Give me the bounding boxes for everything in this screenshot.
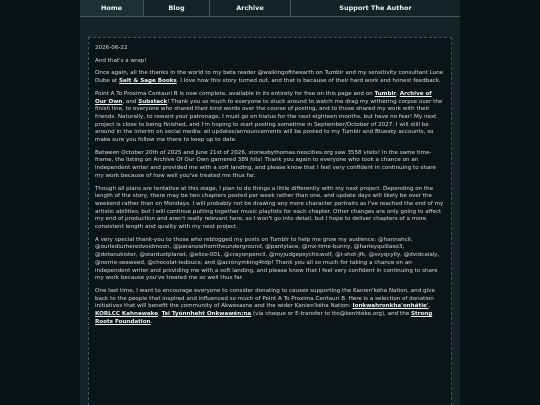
nav-archive[interactable]: Archive — [236, 4, 264, 12]
text: . — [150, 318, 153, 325]
link-archive-of-our-own[interactable]: Archive of Our Own — [95, 90, 432, 105]
nav-blog[interactable]: Blog — [168, 4, 185, 12]
link-substack[interactable]: Substack — [138, 98, 168, 105]
post-content — [88, 37, 452, 405]
link-tumblr[interactable]: Tumblr — [374, 90, 397, 97]
nav-support-the-author[interactable]: Support The Author — [339, 4, 412, 12]
post-paragraph: And that's a wrap! — [95, 57, 147, 64]
text: Once again, all the thanks in the world to my beta reader @walkingoftheearth on Tumblr and my sensitivity consultant Lune Dube at — [95, 70, 444, 85]
post-paragraph — [95, 288, 445, 327]
post-paragraph: Between October 20th of 2025 and June 21st of 2026, storiesbythomas.neocities.org saw 3558 visits! In the same time-frame, the listing on Archive Of Our Own garnered 389 hits! Thank you again to everyone who took a chance on an independent writer and provided me with a soft landing, and please know that I feel very confident in continuing to share my work because of how well you've treated me thus far. — [95, 149, 436, 179]
text: (via cheque or E-transfer to tto@kenhteke.org), and the — [251, 311, 411, 318]
top-nav — [80, 0, 460, 17]
post-paragraph — [95, 91, 445, 145]
text: , and — [122, 98, 139, 105]
text: ! Thank you so much to everyone to stuck around to watch me drag my withering corpse over the finish line, to everyone who shared their kind words over the course of posting, and to those shared my work with their friends. Naturally, to reward your patronage, I must go on hiatus for the next eighteen months, but have no fear! My next project is close to being finished, and I'm hoping to start posting sometime in September/October of 2027. I will still be around in the interim on social media: all updates/announcements will be posted to my Tumblr and Bluesky accounts, so make sure you follow me there to keep up to date. — [95, 98, 443, 144]
text: One last time, I want to encourage everyone to consider donating to causes supporting the Kanien'kéha Nation, and give back to the people that inspired and influenced so much of Point A To Proxima Centauri B. Here is a selection of donation initiatives that will benefit the community of Akwesasne and the wider Kanien'kéha Nation: — [95, 287, 435, 310]
post-paragraph — [95, 70, 445, 85]
link-ionkwahronkha[interactable]: Ionkwahronkha'onhátie' — [352, 303, 429, 310]
link-korlcc-kahnawake[interactable]: KORLCC Kahnawake — [95, 311, 159, 318]
link-strong-roots-foundation[interactable]: Strong Roots Foundation — [95, 311, 433, 325]
nav-home[interactable]: Home — [80, 0, 143, 16]
post-paragraph: A very special thank-you to those who reblogged my posts on Tumblr to help me grow my audience: @hannahcli, @ourlediurheredvoidmoon, @paranoiafromtheunderground, @pantylace, @mx-time-bunny, @harleyquillaxo3, @dotanukister, @stardustplanet, @eliza-001, @crayonpencil, @myjudgepsychicwolf, @i-shot-jfk, @svyqcylly, @dvidcalaly, @norrie-seaweed, @chocolat-ledouce, and @acronymking4tdp! Thank you all so much for taking a chance on an independent writer and providing me with a soft landing, and please know that I feel very confident in continuing to share my work because you've treated me so well thus far. — [95, 236, 440, 282]
post-date: 2026-06-22 — [95, 45, 128, 51]
text: . I love how this story turned out, and that is because of their hard work and honest feedback. — [176, 78, 441, 85]
link-salt-sage-books[interactable]: Salt & Sage Books — [119, 78, 177, 85]
text: , — [396, 90, 400, 97]
page-frame — [80, 17, 460, 405]
text: , — [158, 311, 162, 318]
text: , — [428, 303, 431, 310]
post-paragraph: Though all plans are tentative at this stage, I plan to do things a little differently with my next project. Depending on the length of the story, there may be two chapters posted per week rather than one, and update days will likely be over the weekend rather than on Mondays. I will probably not be drawing any more character portraits as I've reached the end of my artistic abilities, but I will continue putting together music playlists for each chapter. Other changes are only going to affect my end of production and aren't really relevant here, so I won't go into detail, but I hope to deliver chapters of a more consistent length and quality with my next project. — [95, 185, 444, 231]
text: Point A To Proxima Centauri B is now complete, available in its entirety for free on this page and on — [95, 90, 375, 97]
link-tsi-tyonnheht-onkwawenna[interactable]: Tsi Tyónnheht Onkwawén:na — [161, 311, 252, 318]
